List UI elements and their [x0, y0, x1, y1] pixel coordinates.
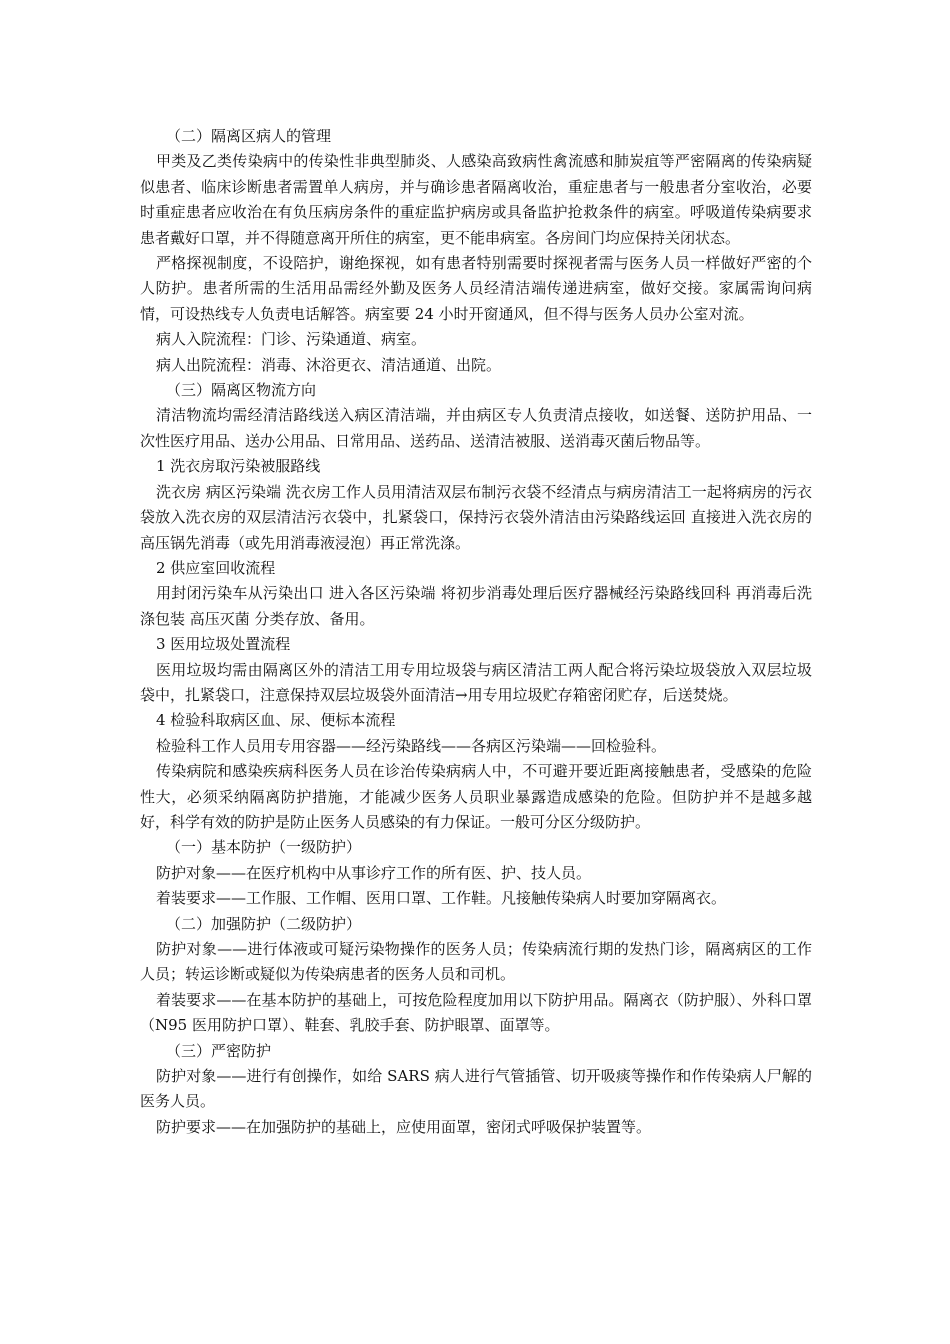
paragraph-enhanced-protection-target: 防护对象——进行体液或可疑污染物操作的医务人员；传染病流行期的发热门诊，隔离病区的工作人员；转运诊断或疑似为传染病患者的医务人员和司机。 [140, 940, 812, 984]
paragraph-visiting-rules: 严格探视制度，不设陪护，谢绝探视，如有患者特别需要时探视者需与医务人员一样做好严密的个人防护。患者所需的生活用品需经外勤及医务人员经清洁端传递进病室，做好交接。家属需询问病情，可设热线专人负责电话解答。病室要 24 小时开窗通风，但不得与医务人员办公室对流。 [140, 254, 812, 323]
subheading-medical-waste: 3 医用垃圾处置流程 [156, 635, 291, 654]
paragraph-basic-protection-attire: 着装要求——工作服、工作帽、医用口罩、工作鞋。凡接触传染病人时要加穿隔离衣。 [156, 889, 727, 908]
document-body [140, 124, 812, 1140]
paragraph-supply-recovery: 用封闭污染车从污染出口 进入各区污染端 将初步消毒处理后医疗器械经污染路线回科 再消毒后洗涤包装 高压灭菌 分类存放、备用。 [140, 584, 812, 628]
paragraph-basic-protection-target: 防护对象——在医疗机构中从事诊疗工作的所有医、护、技人员。 [156, 863, 592, 882]
paragraph-isolation-rules: 甲类及乙类传染病中的传染性非典型肺炎、人感染高致病性禽流感和肺炭疽等严密隔离的传染病疑似患者、临床诊断患者需置单人病房，并与确诊患者隔离收治，重症患者与一般患者分室收治，必要时重症患者应收治在有负压病房条件的重症监护病房或具备监护抢救条件的病室。呼吸道传染病要求患者戴好口罩，并不得随意离开所住的病室，更不能串病室。各房间门均应保持关闭状态。 [140, 152, 812, 247]
paragraph-laundry-route: 洗衣房 病区污染端 洗衣房工作人员用清洁双层布制污衣袋不经清点与病房清洁工一起将病房的污衣袋放入洗衣房的双层清洁污衣袋中，扎紧袋口，保持污衣袋外清洁由污染路线运回 直接进入洗衣房的高压锅先消毒（或先用消毒液浸泡）再正常洗涤。 [140, 482, 812, 552]
paragraph-strict-protection-requirement: 防护要求——在加强防护的基础上，应使用面罩，密闭式呼吸保护装置等。 [156, 1117, 652, 1136]
subheading-supply-recovery: 2 供应室回收流程 [156, 558, 276, 577]
section-heading-strict-protection: （三）严密防护 [166, 1041, 272, 1060]
subheading-laundry-route: 1 洗衣房取污染被服路线 [156, 457, 321, 476]
subheading-lab-specimens: 4 检验科取病区血、尿、便标本流程 [156, 711, 396, 730]
section-heading-patient-management: （二）隔离区病人的管理 [166, 127, 332, 145]
paragraph-clean-logistics: 清洁物流均需经清洁路线送入病区清洁端，并由病区专人负责清点接收，如送餐、送防护用品、一次性医疗用品、送办公用品、日常用品、送药品、送清洁被服、送消毒灭菌后物品等。 [140, 406, 812, 450]
paragraph-discharge-flow: 病人出院流程：消毒、沐浴更衣、清洁通道、出院。 [156, 355, 502, 374]
paragraph-enhanced-protection-attire: 着装要求——在基本防护的基础上，可按危险程度加用以下防护用品。隔离衣（防护服）、外科口罩（N95 医用防护口罩）、鞋套、乳胶手套、防护眼罩、面罩等。 [140, 990, 812, 1035]
paragraph-protection-overview: 传染病院和感染疾病科医务人员在诊治传染病病人中，不可避开要近距离接触患者，受感染的危险性大，必须采纳隔离防护措施，才能减少医务人员职业暴露造成感染的危险。但防护并不是越多越好，科学有效的防护是防止医务人员感染的有力保证。一般可分区分级防护。 [140, 762, 812, 831]
section-heading-logistics: （三）隔离区物流方向 [166, 381, 317, 400]
section-heading-enhanced-protection: （二）加强防护（二级防护） [166, 914, 362, 933]
section-heading-basic-protection: （一）基本防护（一级防护） [166, 838, 362, 857]
paragraph-strict-protection-target: 防护对象——进行有创操作，如给 SARS 病人进行气管插管、切开吸痰等操作和作传染病人尸解的医务人员。 [140, 1067, 812, 1111]
paragraph-medical-waste: 医用垃圾均需由隔离区外的清洁工用专用垃圾袋与病区清洁工两人配合将污染垃圾袋放入双层垃圾袋中，扎紧袋口，注意保持双层垃圾袋外面清洁→用专用垃圾贮存箱密闭贮存，后送焚烧。 [140, 660, 812, 704]
paragraph-admission-flow: 病人入院流程：门诊、污染通道、病室。 [156, 330, 427, 349]
paragraph-lab-specimens: 检验科工作人员用专用容器——经污染路线——各病区污染端——回检验科。 [156, 736, 667, 755]
